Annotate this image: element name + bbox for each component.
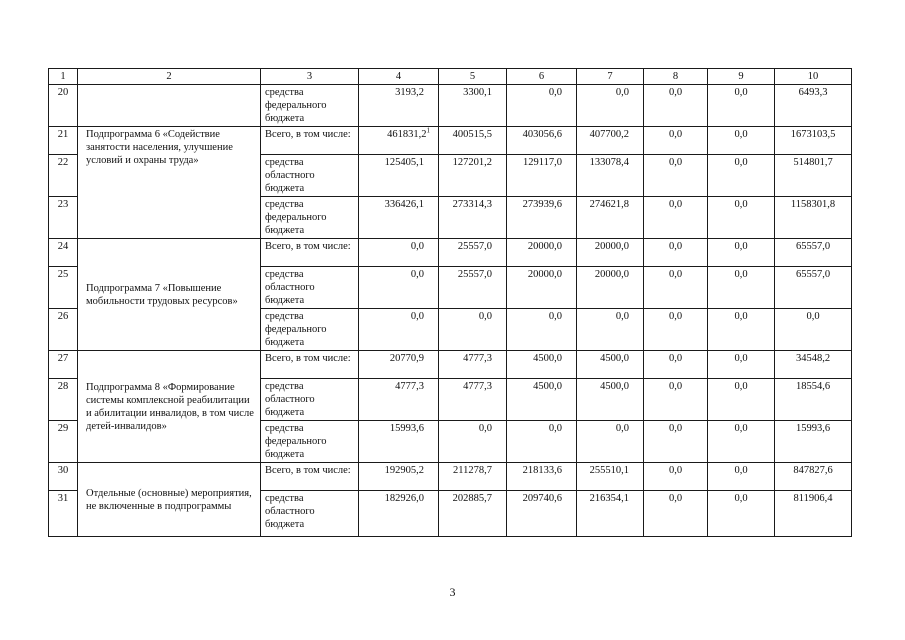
value-cell <box>439 127 507 155</box>
budget-table <box>48 68 852 537</box>
value-cell <box>708 421 775 463</box>
funding-source-cell: Всего, в том числе: <box>261 239 359 267</box>
row-number: 29 <box>49 421 78 463</box>
value-cell <box>775 85 852 127</box>
value-cell <box>708 85 775 127</box>
funding-source-cell: Всего, в том числе: <box>261 463 359 491</box>
value-text: 20000,0 <box>594 241 629 252</box>
value-cell <box>359 197 439 239</box>
value-text: 0,0 <box>668 199 683 210</box>
program-name-cell: Подпрограмма 8 «Формирование системы комплексной реабилитации и абилитации инвалидов, в том числе детей-инвалидов» <box>78 351 261 463</box>
value-cell <box>439 491 507 537</box>
value-text: 211278,7 <box>453 465 492 476</box>
value-cell <box>439 267 507 309</box>
value-text: 0,0 <box>806 311 820 322</box>
row-number: 23 <box>49 197 78 239</box>
program-name-cell: Подпрограмма 7 «Повышение мобильности трудовых ресурсов» <box>78 239 261 351</box>
value-text: 0,0 <box>734 493 748 504</box>
value-cell <box>577 351 644 379</box>
value-cell <box>359 491 439 537</box>
value-text: 4777,3 <box>463 381 492 392</box>
value-text: 34548,2 <box>795 353 831 364</box>
value-text: 0,0 <box>734 241 748 252</box>
value-cell <box>708 127 775 155</box>
funding-source-cell: средства федерального бюджета <box>261 85 359 127</box>
value-cell <box>775 421 852 463</box>
value-cell <box>775 309 852 351</box>
value-cell <box>507 491 577 537</box>
value-text: 6493,3 <box>798 87 828 98</box>
table-row <box>49 239 852 267</box>
funding-source-cell: средства федерального бюджета <box>261 197 359 239</box>
value-cell <box>359 267 439 309</box>
value-cell <box>577 127 644 155</box>
funding-source-cell: средства федерального бюджета <box>261 421 359 463</box>
value-cell <box>577 491 644 537</box>
value-cell <box>507 197 577 239</box>
value-cell <box>359 463 439 491</box>
table-row <box>49 127 852 155</box>
value-cell <box>577 197 644 239</box>
value-text: 336426,1 <box>384 199 424 210</box>
value-text: 0,0 <box>668 241 683 252</box>
value-cell <box>439 155 507 197</box>
row-number: 21 <box>49 127 78 155</box>
value-cell <box>439 421 507 463</box>
value-text: 273314,3 <box>452 199 492 210</box>
value-cell <box>644 309 708 351</box>
header-cell: 6 <box>507 69 577 85</box>
value-cell <box>577 379 644 421</box>
value-text: 255510,1 <box>589 465 629 476</box>
value-text: 0,0 <box>734 87 748 98</box>
value-cell <box>507 127 577 155</box>
funding-source-cell: средства федерального бюджета <box>261 309 359 351</box>
row-number: 24 <box>49 239 78 267</box>
funding-source-cell: Всего, в том числе: <box>261 127 359 155</box>
value-cell <box>644 127 708 155</box>
value-cell <box>507 379 577 421</box>
value-text: 4777,3 <box>463 353 492 364</box>
value-cell <box>359 239 439 267</box>
value-text: 1158301,8 <box>790 199 836 210</box>
value-text: 15993,6 <box>795 423 831 434</box>
row-number: 25 <box>49 267 78 309</box>
value-text: 400515,5 <box>452 129 492 140</box>
header-cell: 7 <box>577 69 644 85</box>
value-text: 0,0 <box>668 423 683 434</box>
value-text: 0,0 <box>734 423 748 434</box>
value-text: 0,0 <box>734 311 748 322</box>
value-text: 514801,7 <box>793 157 833 168</box>
header-cell: 1 <box>49 69 78 85</box>
value-cell <box>359 309 439 351</box>
value-cell <box>775 379 852 421</box>
value-text: 0,0 <box>478 311 492 322</box>
table-row <box>49 85 852 127</box>
value-cell <box>359 379 439 421</box>
value-cell <box>644 85 708 127</box>
table-body <box>49 69 852 537</box>
value-text: 25557,0 <box>457 269 492 280</box>
header-row <box>49 69 852 85</box>
value-cell <box>775 197 852 239</box>
value-cell <box>439 351 507 379</box>
value-cell <box>577 421 644 463</box>
funding-source-cell: средства областного бюджета <box>261 267 359 309</box>
value-cell <box>708 351 775 379</box>
value-cell <box>644 197 708 239</box>
header-cell: 3 <box>261 69 359 85</box>
row-number: 26 <box>49 309 78 351</box>
value-text: 20000,0 <box>594 269 629 280</box>
program-name-cell <box>78 85 261 127</box>
value-text: 216354,1 <box>589 493 629 504</box>
value-text: 0,0 <box>668 465 683 476</box>
value-text: 0,0 <box>668 493 683 504</box>
value-cell <box>507 421 577 463</box>
value-text: 1673103,5 <box>790 129 836 140</box>
value-cell <box>359 421 439 463</box>
row-number: 28 <box>49 379 78 421</box>
value-text: 407700,2 <box>589 129 629 140</box>
program-name-cell: Подпрограмма 6 «Содействие занятости населения, улучшение условий и охраны труда» <box>78 127 261 239</box>
value-text: 461831,2 <box>387 129 427 140</box>
value-cell <box>644 351 708 379</box>
value-text: 0,0 <box>734 129 748 140</box>
value-cell <box>507 85 577 127</box>
value-cell <box>775 267 852 309</box>
table-row <box>49 463 852 491</box>
value-cell <box>577 155 644 197</box>
value-cell <box>644 239 708 267</box>
value-cell <box>644 463 708 491</box>
value-text: 65557,0 <box>795 241 831 252</box>
value-text: 4500,0 <box>600 381 629 392</box>
value-cell <box>644 267 708 309</box>
program-name-cell: Отдельные (основные) мероприятия, не включенные в подпрограммы <box>78 463 261 537</box>
row-number: 22 <box>49 155 78 197</box>
value-cell <box>644 379 708 421</box>
value-text: 847827,6 <box>793 465 833 476</box>
value-text: 65557,0 <box>795 269 831 280</box>
value-text: 0,0 <box>734 157 748 168</box>
value-text: 129117,0 <box>523 157 562 168</box>
value-cell <box>775 463 852 491</box>
value-text: 4500,0 <box>600 353 629 364</box>
value-text: 0,0 <box>734 381 748 392</box>
value-text: 4777,3 <box>395 381 424 392</box>
value-text: 0,0 <box>410 241 424 252</box>
value-text: 125405,1 <box>384 157 424 168</box>
value-text: 133078,4 <box>589 157 629 168</box>
value-text: 0,0 <box>734 199 748 210</box>
footnote-mark: 1 <box>426 126 430 135</box>
page-number: 3 <box>449 585 456 599</box>
row-number: 20 <box>49 85 78 127</box>
value-cell <box>577 239 644 267</box>
value-text: 3193,2 <box>395 87 424 98</box>
value-text: 273939,6 <box>522 199 562 210</box>
value-text: 0,0 <box>668 353 683 364</box>
value-cell <box>708 491 775 537</box>
value-cell <box>644 421 708 463</box>
value-cell <box>359 351 439 379</box>
value-text: 0,0 <box>668 381 683 392</box>
value-text: 0,0 <box>734 465 748 476</box>
value-text: 20000,0 <box>527 269 562 280</box>
value-text: 15993,6 <box>389 423 424 434</box>
value-text: 4500,0 <box>533 381 562 392</box>
value-text: 18554,6 <box>795 381 831 392</box>
value-text: 182926,0 <box>384 493 424 504</box>
value-text: 0,0 <box>548 311 562 322</box>
value-text: 403056,6 <box>522 129 562 140</box>
value-cell <box>507 239 577 267</box>
value-cell <box>359 85 439 127</box>
value-text: 25557,0 <box>457 241 492 252</box>
value-text: 0,0 <box>668 87 683 98</box>
header-cell: 9 <box>708 69 775 85</box>
value-cell <box>439 463 507 491</box>
value-text: 20770,9 <box>389 353 424 364</box>
value-cell <box>439 379 507 421</box>
value-cell <box>577 309 644 351</box>
value-cell <box>507 351 577 379</box>
value-text: 0,0 <box>668 157 683 168</box>
value-text: 0,0 <box>668 129 683 140</box>
value-text: 0,0 <box>410 311 424 322</box>
value-cell <box>775 155 852 197</box>
value-cell <box>507 463 577 491</box>
value-text: 0,0 <box>410 269 424 280</box>
value-cell <box>507 155 577 197</box>
value-text: 274621,8 <box>589 199 629 210</box>
value-text: 202885,7 <box>452 493 492 504</box>
value-text: 0,0 <box>668 269 683 280</box>
row-number: 31 <box>49 491 78 537</box>
value-cell <box>708 197 775 239</box>
value-text: 0,0 <box>734 353 748 364</box>
value-cell <box>359 127 439 155</box>
value-cell <box>708 155 775 197</box>
value-text: 192905,2 <box>384 465 424 476</box>
value-cell <box>439 197 507 239</box>
value-cell <box>439 239 507 267</box>
value-cell <box>507 309 577 351</box>
value-text: 3300,1 <box>463 87 492 98</box>
header-cell: 4 <box>359 69 439 85</box>
value-text: 0,0 <box>548 87 562 98</box>
header-cell: 10 <box>775 69 852 85</box>
value-text: 0,0 <box>478 423 492 434</box>
value-cell <box>775 127 852 155</box>
value-text: 0,0 <box>615 423 629 434</box>
value-cell <box>644 155 708 197</box>
value-cell <box>708 239 775 267</box>
funding-source-cell: Всего, в том числе: <box>261 351 359 379</box>
value-cell <box>708 267 775 309</box>
value-cell <box>507 267 577 309</box>
value-text: 20000,0 <box>527 241 562 252</box>
row-number: 30 <box>49 463 78 491</box>
funding-source-cell: средства областного бюджета <box>261 155 359 197</box>
value-text: 127201,2 <box>452 157 492 168</box>
row-number: 27 <box>49 351 78 379</box>
value-text: 218133,6 <box>522 465 562 476</box>
value-cell <box>708 379 775 421</box>
value-cell <box>577 85 644 127</box>
value-cell <box>359 155 439 197</box>
header-cell: 8 <box>644 69 708 85</box>
table-row <box>49 351 852 379</box>
value-text: 0,0 <box>668 311 683 322</box>
value-cell <box>644 491 708 537</box>
value-text: 0,0 <box>615 311 629 322</box>
value-text: 209740,6 <box>522 493 562 504</box>
value-text: 0,0 <box>734 269 748 280</box>
value-cell <box>708 463 775 491</box>
value-text: 0,0 <box>615 87 629 98</box>
value-cell <box>439 309 507 351</box>
value-cell <box>775 351 852 379</box>
value-text: 0,0 <box>548 423 562 434</box>
value-cell <box>577 267 644 309</box>
header-cell: 5 <box>439 69 507 85</box>
value-text: 811906,4 <box>793 493 833 504</box>
header-cell: 2 <box>78 69 261 85</box>
funding-source-cell: средства областного бюджета <box>261 491 359 537</box>
funding-source-cell: средства областного бюджета <box>261 379 359 421</box>
value-cell <box>577 463 644 491</box>
value-cell <box>708 309 775 351</box>
value-text: 4500,0 <box>533 353 562 364</box>
value-cell <box>775 491 852 537</box>
value-cell <box>775 239 852 267</box>
value-cell <box>439 85 507 127</box>
